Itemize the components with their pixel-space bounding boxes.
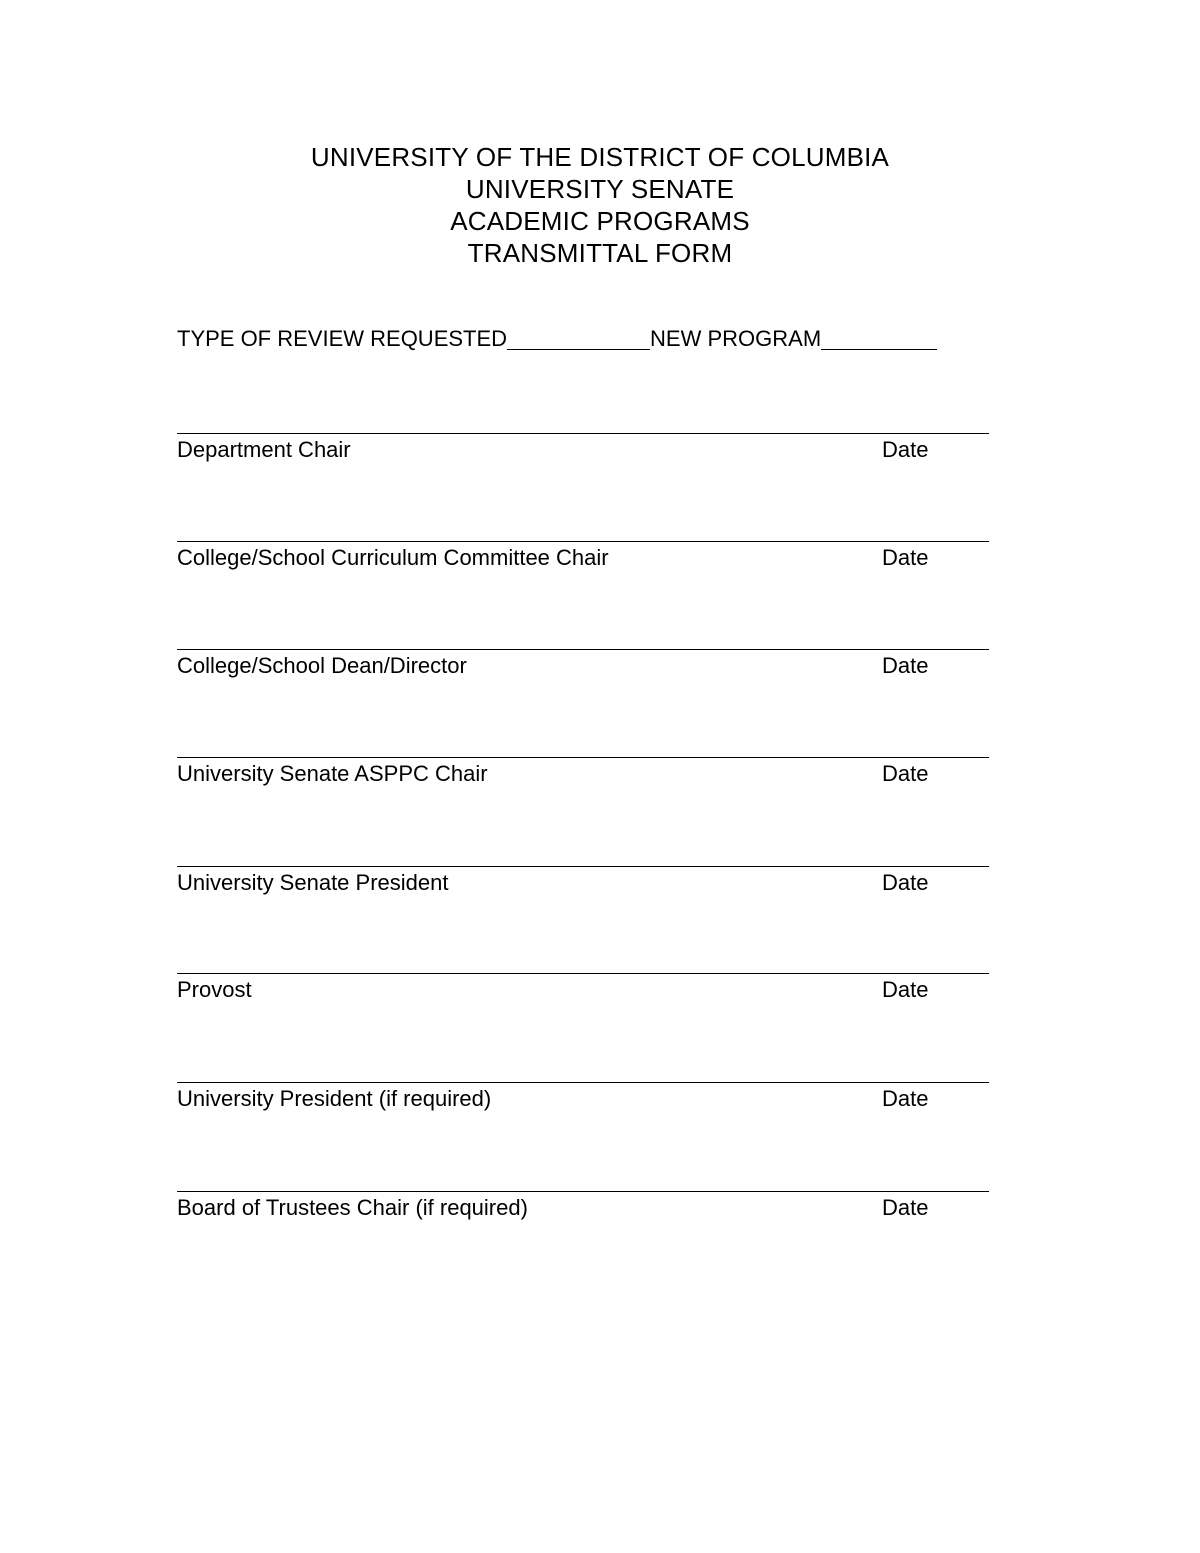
signature-row-department-chair [177, 433, 989, 493]
date-label: Date [882, 977, 929, 1002]
date-label: Date [882, 870, 929, 895]
signature-line[interactable] [177, 757, 989, 758]
signature-row-senate-president [177, 866, 989, 926]
signature-row-curriculum-committee-chair [177, 541, 989, 601]
date-label: Date [882, 545, 929, 570]
review-type-label: TYPE OF REVIEW REQUESTED [177, 326, 508, 351]
form-header [0, 141, 1200, 269]
signature-line[interactable] [177, 541, 989, 542]
review-type-row [177, 325, 937, 353]
signature-row-university-president [177, 1082, 989, 1142]
header-form-title: TRANSMITTAL FORM [467, 238, 733, 268]
signature-label: Department Chair [177, 437, 351, 462]
signature-label: College/School Dean/Director [177, 653, 467, 678]
date-label: Date [882, 761, 929, 786]
signature-line[interactable] [177, 649, 989, 650]
header-university-name: UNIVERSITY OF THE DISTRICT OF COLUMBIA [310, 142, 890, 172]
date-label: Date [882, 1086, 929, 1111]
signature-line[interactable] [177, 433, 989, 434]
signature-label: University Senate President [177, 870, 449, 895]
new-program-label: NEW PROGRAM [650, 326, 822, 351]
header-senate: UNIVERSITY SENATE [465, 174, 735, 204]
date-label: Date [882, 1195, 929, 1220]
signature-label: College/School Curriculum Committee Chair [177, 545, 609, 570]
signature-line[interactable] [177, 1191, 989, 1192]
signature-line[interactable] [177, 1082, 989, 1083]
signature-line[interactable] [177, 973, 989, 974]
signature-row-dean-director [177, 649, 989, 709]
date-label: Date [882, 437, 929, 462]
signature-label: Provost [177, 977, 252, 1002]
signature-label: University Senate ASPPC Chair [177, 761, 488, 786]
signature-row-board-of-trustees-chair [177, 1191, 989, 1251]
header-academic-programs: ACADEMIC PROGRAMS [450, 206, 750, 236]
new-program-blank[interactable] [821, 327, 937, 350]
review-type-blank[interactable] [507, 327, 650, 350]
signature-row-provost [177, 973, 989, 1033]
signature-label: Board of Trustees Chair (if required) [177, 1195, 528, 1220]
date-label: Date [882, 653, 929, 678]
signature-line[interactable] [177, 866, 989, 867]
signature-label: University President (if required) [177, 1086, 492, 1111]
signature-row-asppc-chair [177, 757, 989, 817]
